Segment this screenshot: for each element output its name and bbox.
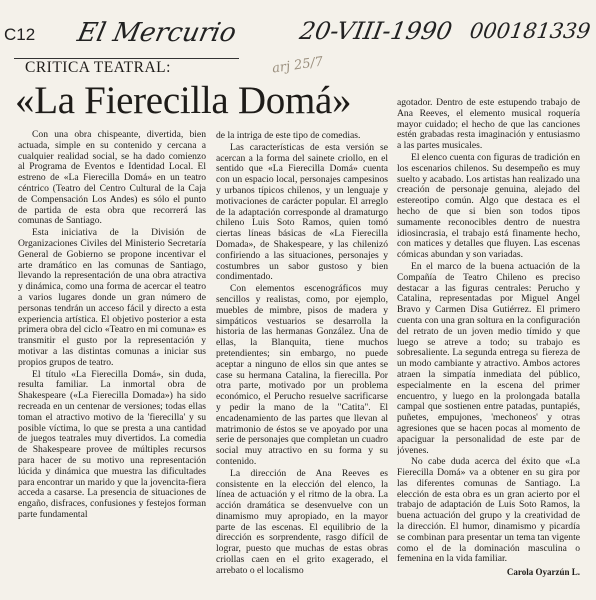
handwritten-code: 000181339 <box>468 19 592 43</box>
section-label: CRITICA TEATRAL: <box>25 59 171 76</box>
handwritten-source: El Mercurio <box>74 18 239 48</box>
article-column-1 <box>18 130 206 597</box>
paragraph: El elenco cuenta con figuras de tradición en los escenarios chilenos. Su desempeño es muy suelto y acabado. Los artistas han realizado una creación de personaje genuina, alejado del estereotipo común. Algo que destaca es el hecho de que si bien son todos tipos sumamente reconocibles dentro de nuestra idiosincrasia, el trabajo está finamente hecho, con matices y detalles que fluyen. Las escenas cómicas abundan y son variadas. <box>397 151 580 261</box>
handwritten-date: 20-VIII-1990 <box>297 17 455 45</box>
paragraph: agotador. Dentro de este estupendo trabajo de Ana Reeves, el elemento musical roquería mayor cuidado; el hecho de que las canciones estén grabadas resta imaginación y entusiasmo a las partes musicales. <box>397 98 580 152</box>
handwritten-page-number: C12 <box>4 25 36 44</box>
paragraph: Con elementos escenográficos muy sencillos y realistas, como, por ejemplo, muebles de mimbre, pisos de madera y simpáticos vestuarios se desarrolla la historia de las hermanas González. Una de ellas, la Blanquita, tiene muchos pretendientes; sin embargo, no puede aceptar a ninguno de ellos sin que antes se case su hermana Catalina, la fierecilla. Por otra parte, motivado por un problema económico, el Peruchо resuelve sacrificarse y pedir la mano de la "Catita". El encadenamiento de las partes que llevan al matrimonio de éstos se ve apoyado por una serie de personajes que completan un cuadro social muy atractivo en su forma y su contenido. <box>216 283 388 467</box>
article-column-3 <box>397 98 580 598</box>
headline: «La Fierecilla Domá» <box>15 79 352 122</box>
paragraph: Con una obra chispeante, divertida, bien actuada, simple en su contenido y cercana a cualquier realidad social, se ha dado comienzo al Programa de Eventos e Identidad Local. El estreno de «La Fierecilla Domá» en un teatro céntrico (Teatro del Centro Cultural de la Caja de Compensación Los Andes) es sólo el punto de partida de esta obra que recorrerá las comunas de Santiago. <box>18 130 206 227</box>
paragraph: El título «La Fierecilla Domá», sin duda, resulta familiar. La inmortal obra de Shakespeare («La Fierecilla Domada») ha sido recreada en un centenar de versiones; todas ellas toman el atractivo motivo de la 'fierecilla' y su posible víctima, lo que se presta a una cantidad de juegos teatrales muy divertidos. La comedia de Shakespeare provee de múltiples recursos para hacer de su motivo una representación lúcida y dinámica que muestra las dificultades para encontrar un marido y que la jovencita-fiera acceda a casarse. La presencia de situaciones de engaño, disfraces, confusiones y festejos forman parte fundamental <box>18 368 206 520</box>
paragraph: de la intriga de este tipo de comedias. <box>216 131 361 141</box>
paragraph: La dirección de Ana Reeves es consistente en la elección del elenco, la línea de actuación y el ritmo de la obra. La acción dramática se desenvuelve con un dinamismo muy apropiado, en la mayor parte de las escenas. El equilibrio de la dirección es sorprendente, rasgo difícil de lograr, puesto que muchas de estas obras criollas caen en el grito exagerado, el arrebato o el localismo <box>216 467 388 576</box>
paragraph: No cabe duda acerca del éxito que «La Fierecilla Domá» va a obtener en su gira por las diferentes comunas de Santiago. La elección de esta obra es un gran acierto por el trabajo de adaptación de Luis Soto Ramos, la buena actuación del grupo y la creatividad de la dirección. El humor, dinamismo y picardía se combinan para presentar un tema tan vigente como el de la dominación masculina o femenina en la vida familiar. <box>397 456 580 565</box>
paragraph: En el marco de la buena actuación de la Compañía de Teatro Chileno es preciso destacar a las figuras centrales: Perucho y Catalina, representadas por Miguel Angel Bravo y Carmen Disa Gutiérrez. El primero cuenta con una gran soltura en la configuración del retrato de un joven medio tímido y que luego se atreve a todo; su trabajo es sobresaliente. La segunda entrega su fiereza de un modo cambiante y atractivo. Ambos actores atraen la simpatía inmediata del público, especialmente en la escena del primer encuentro, y luego en la prolongada batalla campal que sostienen entre patadas, puntapiés, puñetes, empujones, 'mechoneos' y otras agresiones que se hacen pocas al momento de apaciguar la personalidad de este par de jóvenes. <box>397 260 580 456</box>
article-column-2 <box>216 131 388 598</box>
paragraph: Esta iniciativa de la División de Organizaciones Civiles del Ministerio Secretaría General de Gobierno se propone incentivar el arte dramático en las comunas de Santiago, llevando la representación de una obra atractiva y dinámica, como una forma de acercar el teatro a varios lugares donde un gran número de personas tendrán un acceso fácil y directo a esta experiencia artística. El objetivo posterior a esta primera obra del ciclo «Teatro en mi comuna» es transmitir el gusto por la representación y motivar a las distintas comunas a iniciar sus propios grupos de teatro. <box>18 227 206 368</box>
author-signature: Carola Oyarzún L. <box>506 567 580 578</box>
paragraph: Las características de esta versión se acercan a la forma del sainete criollo, en el sentido que «La Fierecilla Domá» cuenta con un espacio local, personajes campesinos y urbanos típicos chilenos, y un lenguaje y motivaciones de carácter popular. El arreglo de la adaptación corresponde al dramaturgo chileno Luis Soto Ramos, quien tomó ciertas líneas básicas de «La Fierecilla Domada», de Shakespeare, y las chilenizó confiriendo a las situaciones, personajes y costumbres un sabor gustoso y bien condimentado. <box>216 141 388 283</box>
handwritten-reference: arj 25/7 <box>271 54 325 77</box>
